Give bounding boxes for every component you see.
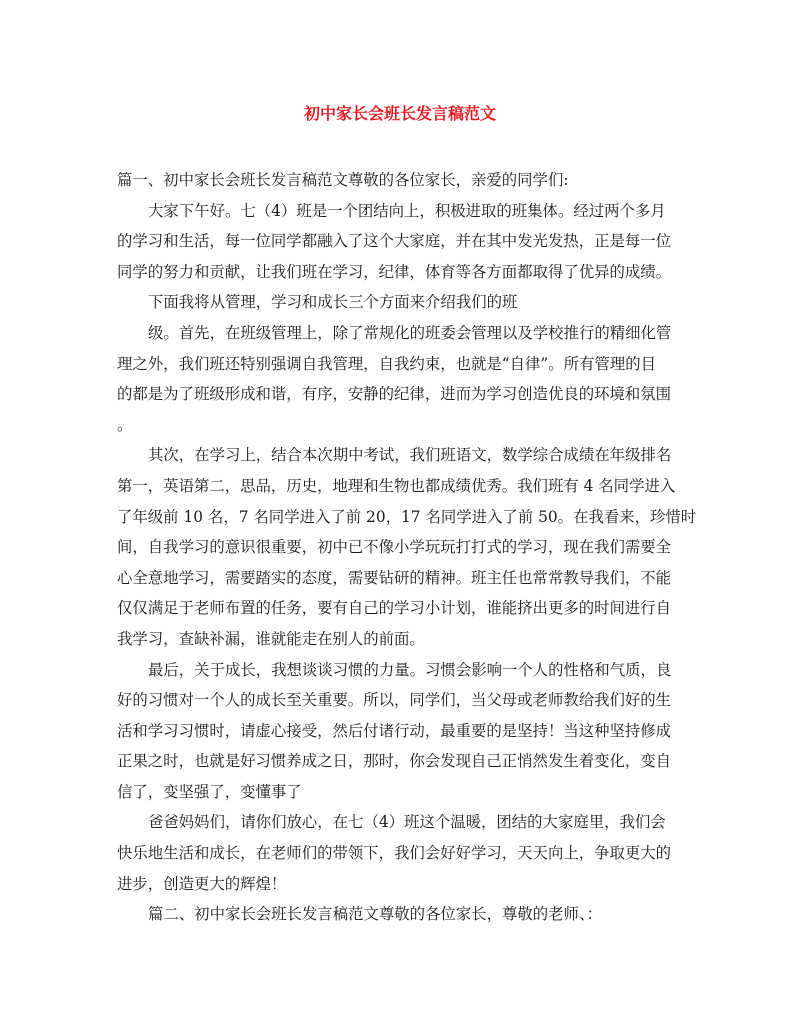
text-line: 级。首先，在班级管理上，除了常规化的班委会管理以及学校推行的精细化管 [148, 323, 672, 342]
text-line: 。 [117, 415, 133, 434]
text-line: 间，自我学习的意识很重要，初中已不像小学玩玩打打式的学习，现在我们需要全 [117, 538, 672, 557]
text-line: 我学习，查缺补漏，谁就能走在别人的前面。 [117, 629, 425, 648]
text-line: 同学的努力和贡献，让我们班在学习，纪律，体育等各方面都取得了优异的成绩。 [117, 262, 672, 281]
text-line: 快乐地生活和成长，在老师们的带领下，我们会好好学习，天天向上，争取更大的 [117, 844, 672, 863]
text-line: 篇二、初中家长会班长发言稿范文尊敬的各位家长，尊敬的老师、： [148, 905, 603, 924]
document-body [117, 165, 697, 930]
text-line: 第一，英语第二，思品，历史，地理和生物也都成绩优秀。我们班有 4 名同学进入 [117, 476, 676, 495]
text-line: 好的习惯对一个人的成长至关重要。所以，同学们，当父母或老师教给我们好的生 [117, 691, 672, 710]
text-line: 其次，在学习上，结合本次期中考试，我们班语文，数学综合成绩在年级排名 [148, 446, 672, 465]
text-line: 的都是为了班级形成和谐，有序，安静的纪律，进而为学习创造优良的环境和氛围 [117, 385, 672, 404]
text-line: 下面我将从管理，学习和成长三个方面来介绍我们的班 [148, 293, 518, 312]
text-line: 大家下午好。七（4）班是一个团结向上，积极进取的班集体。经过两个多月 [148, 201, 666, 220]
text-line: 活和学习习惯时，请虚心接受，然后付诸行动，最重要的是坚持！当这种坚持修成 [117, 721, 672, 740]
text-line: 仅仅满足于老师布置的任务，要有自己的学习小计划，谁能挤出更多的时间进行自 [117, 599, 672, 618]
text-line: 了年级前 10 名，7 名同学进入了前 20，17 名同学进入了前 50。在我看来，珍惜时 [117, 507, 697, 526]
text-line: 篇一、初中家长会班长发言稿范文尊敬的各位家长，亲爱的同学们: [117, 171, 569, 189]
text-line: 心全意地学习，需要踏实的态度，需要钻研的精神。班主任也常常教导我们，不能 [117, 568, 672, 587]
text-line: 信了，变坚强了，变懂事了 [117, 782, 302, 801]
text-line: 爸爸妈妈们，请你们放心，在七（4）班这个温暖，团结的大家庭里，我们会 [148, 813, 666, 832]
text-line: 最后，关于成长，我想谈谈习惯的力量。习惯会影响一个人的性格和气质，良 [148, 660, 672, 679]
text-line: 的学习和生活，每一位同学都融入了这个大家庭，并在其中发光发热，正是每一位 [117, 232, 672, 251]
text-line: 进步，创造更大的辉煌！ [117, 874, 287, 893]
text-line: 正果之时，也就是好习惯养成之日，那时，你会发现自己正悄然发生着变化，变自 [117, 752, 672, 771]
text-line: 理之外，我们班还特别强调自我管理，自我约束，也就是“自律”。所有管理的目 [117, 354, 657, 373]
document-title: 初中家长会班长发言稿范文 [303, 104, 496, 123]
